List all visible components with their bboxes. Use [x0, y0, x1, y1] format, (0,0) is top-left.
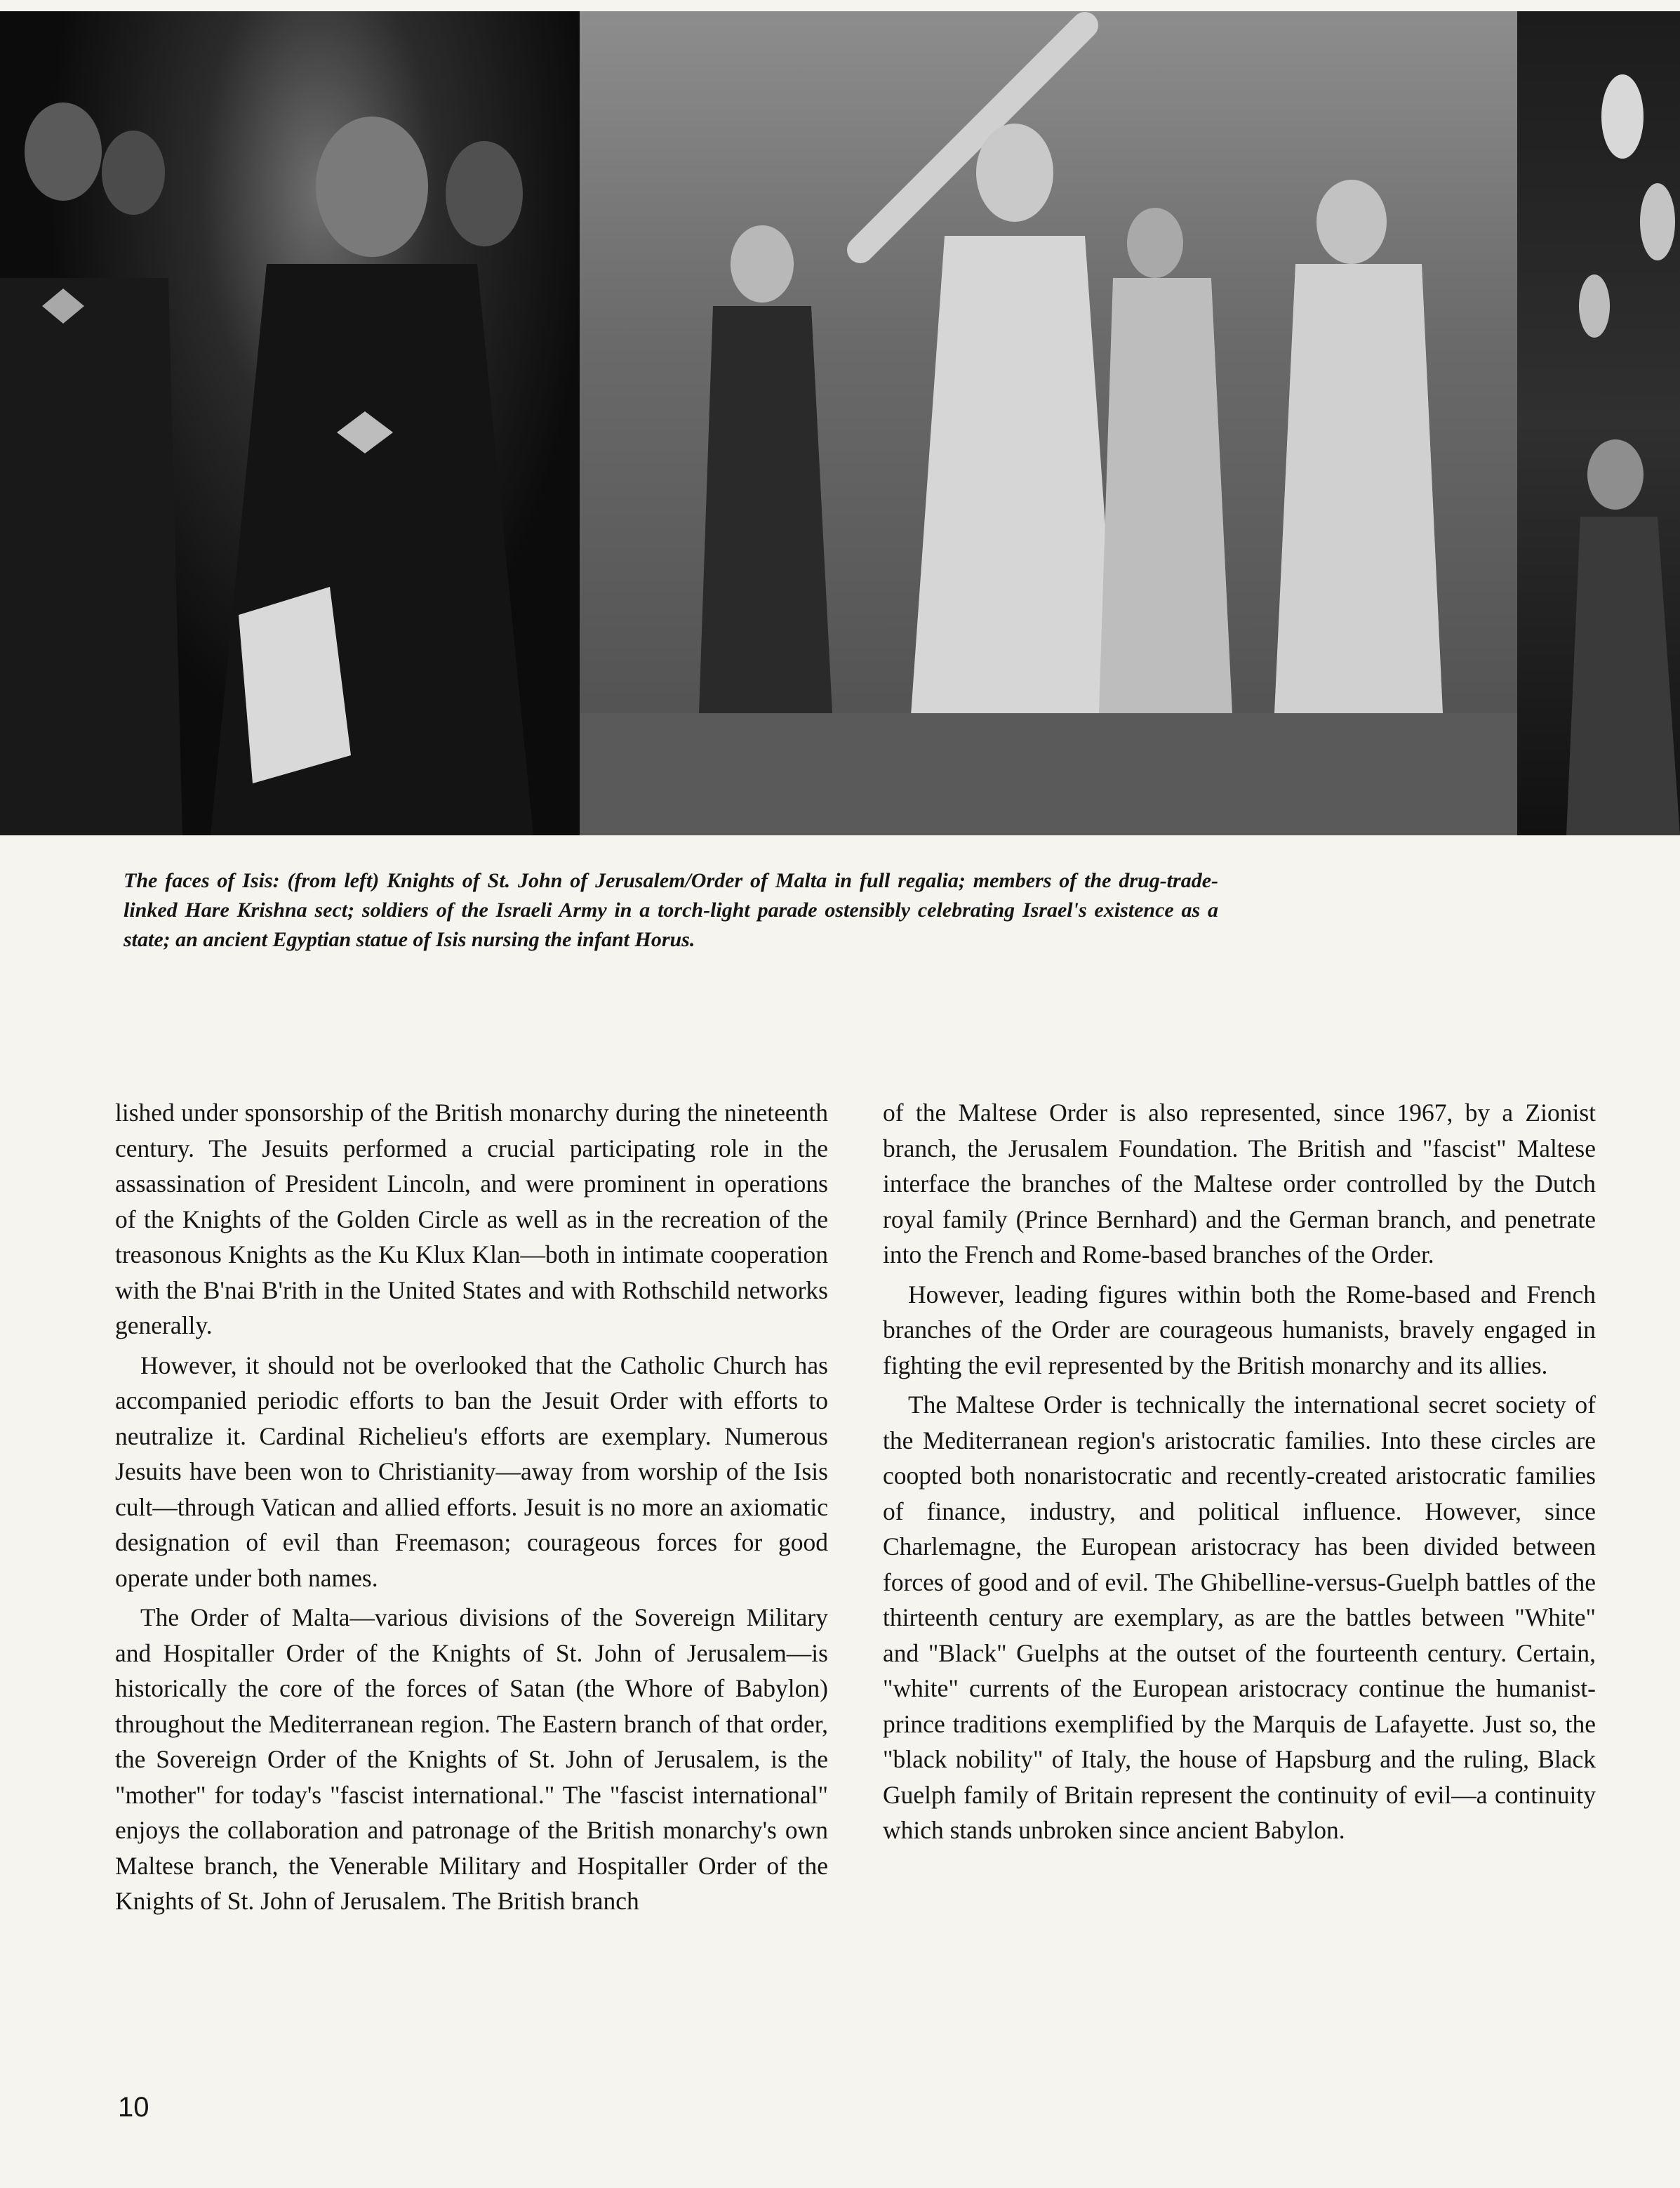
hare-krishna-photo	[580, 11, 1517, 835]
paragraph: However, it should not be overlooked that the Catholic Church has accompanied periodic efforts to ban the Jesuit Order with efforts to neutralize it. Cardinal Richelieu's efforts are exemplary. Numerous Jesuits have been won to Christianity—away from worship of the Isis cult—through Vatican and allied efforts. Jesuit is no more an axiomatic designation of evil than Freemason; courageous forces for good operate under both names.	[115, 1351, 828, 1592]
paragraph: However, leading figures within both the Rome-based and French branches of the Order are courageous humanists, bravely engaged in fighting the evil represented by the British monarchy and its allies.	[883, 1280, 1596, 1379]
right-column	[883, 1095, 1596, 1852]
caption-text: (from left) Knights of St. John of Jerusalem/Order of Malta in full regalia; members of the drug-trade-linked Hare Krishna sect; soldiers of the Israeli Army in a torch-light parade ostensibly celebrating Israel's existence as a state; an ancient Egyptian statue of Isis nursing the infant Horus.	[124, 869, 1218, 951]
photo-strip	[0, 11, 1680, 835]
caption-label: The faces of Isis:	[124, 869, 280, 892]
page-number: 10	[118, 2092, 149, 2123]
paragraph: of the Maltese Order is also represented, since 1967, by a Zionist branch, the Jerusalem Foundation. The British and "fascist" Maltese interface the branches of the Maltese order controlled by the Dutch royal family (Prince Bernhard) and the German branch, and penetrate into the French and Rome-based branches of the Order.	[883, 1099, 1596, 1268]
paragraph: The Order of Malta—various divisions of the Sovereign Military and Hospitaller Order of the Knights of St. John of Jerusalem—is historically the core of the forces of Satan (the Whore of Babylon) throughout the Mediterranean region. The Eastern branch of that order, the Sovereign Order of the Knights of St. John of Jerusalem, is the "mother" for today's "fascist international." The "fascist international" enjoys the collaboration and patronage of the British monarchy's own Maltese branch, the Venerable Military and Hospitaller Order of the Knights of St. John of Jerusalem. The British branch	[115, 1603, 828, 1915]
paragraph: lished under sponsorship of the British monarchy during the nineteenth century. The Jesuits performed a crucial participating role in the assassination of President Lincoln, and were prominent in operations of the Knights of the Golden Circle as well as in the recreation of the treasonous Knights as the Ku Klux Klan—both in intimate cooperation with the B'nai B'rith in the United States and with Rothschild networks generally.	[115, 1099, 828, 1339]
torchlight-parade-photo	[1517, 11, 1680, 835]
left-column	[115, 1095, 828, 1923]
paragraph: The Maltese Order is technically the international secret society of the Mediterranean region's aristocratic families. Into these circles are coopted both nonaristocratic and recently-created aristocratic families of finance, industry, and political influence. However, since Charlemagne, the European aristocracy has been divided between forces of good and of evil. The Ghibelline-versus-Guelph battles of the thirteenth century are exemplary, as are the battles between "White" and "Black" Guelphs at the outset of the fourteenth century. Certain, "white" currents of the European aristocracy continue the humanist-prince traditions exemplified by the Marquis de Lafayette. Just so, the "black nobility" of Italy, the house of Hapsburg and the ruling, Black Guelph family of Britain represent the continuity of evil—a continuity which stands unbroken since ancient Babylon.	[883, 1391, 1596, 1844]
knights-of-malta-photo	[0, 11, 580, 835]
photo-caption	[124, 866, 1218, 955]
